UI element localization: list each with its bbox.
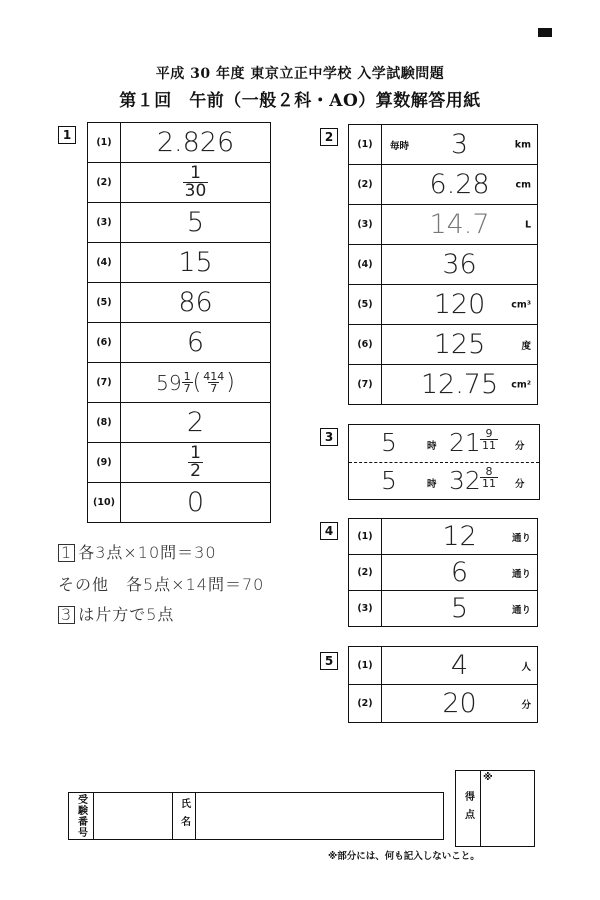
answer-sheet-title: 第１回 午前（一般２科・AO）算数解答用紙 — [119, 91, 481, 111]
hour-value: 5 — [381, 466, 397, 495]
answer-unit: km — [514, 139, 531, 150]
name-label-cell — [173, 793, 196, 839]
answer-cell[interactable] — [382, 519, 538, 555]
answer-row — [349, 245, 538, 285]
row-label: (3) — [349, 205, 382, 245]
answer-value: 3 — [450, 129, 469, 160]
answer-value: 5 — [450, 593, 469, 624]
numerator: 1 — [183, 370, 191, 383]
answer-unit: 通り — [511, 604, 531, 616]
answer-prefix: 毎時 — [390, 140, 410, 152]
answer-row — [88, 363, 271, 403]
answer-row — [88, 403, 271, 443]
numerator: 9 — [485, 427, 493, 440]
open-paren: ( — [192, 369, 202, 395]
numerator: 8 — [485, 465, 493, 478]
minute-label: 分 — [515, 441, 525, 452]
answer-value: 6 — [186, 327, 205, 358]
question-1-number: 1 — [58, 126, 76, 144]
answer-value: 20 — [442, 688, 477, 719]
score-label: 得点 — [462, 790, 474, 827]
answer-cell[interactable] — [121, 283, 271, 323]
answer-row — [88, 123, 271, 163]
hour-value: 5 — [381, 428, 397, 457]
answer-cell[interactable] — [382, 285, 538, 325]
denominator: 30 — [184, 181, 207, 201]
minute-fraction — [480, 466, 498, 489]
row-label: (4) — [349, 245, 382, 285]
answer-unit: L — [524, 219, 531, 230]
answer-cell[interactable] — [382, 591, 538, 627]
score-box — [455, 770, 535, 847]
answer-value: 2.826 — [156, 127, 235, 158]
name-field[interactable] — [196, 793, 443, 839]
row-label: (10) — [88, 483, 121, 523]
row-label: (7) — [88, 363, 121, 403]
answer-value: 4 — [450, 650, 469, 681]
answer-value: 0 — [186, 487, 205, 518]
examinee-info-box — [68, 792, 444, 840]
answer-row — [88, 443, 271, 483]
minute-label: 分 — [515, 479, 525, 490]
row-label: (2) — [349, 685, 382, 723]
improper-fraction — [201, 371, 226, 394]
answer-cell[interactable] — [121, 163, 271, 203]
question-3-number: 3 — [320, 428, 338, 446]
scoring-note-3 — [58, 602, 174, 625]
numerator: 1 — [190, 443, 201, 463]
time-answer-row[interactable] — [349, 425, 539, 462]
answer-unit: 分 — [521, 699, 531, 711]
boxed-number: 3 — [58, 606, 75, 624]
boxed-number: 1 — [58, 544, 75, 562]
answer-row — [349, 325, 538, 365]
answer-cell[interactable] — [382, 647, 538, 685]
row-label: (2) — [349, 165, 382, 205]
answer-row — [349, 647, 538, 685]
question-4-answer-table — [348, 518, 538, 627]
scoring-text: は片方で5点 — [78, 605, 175, 624]
row-label: (1) — [349, 125, 382, 165]
answer-cell[interactable] — [121, 243, 271, 283]
answer-unit: 通り — [511, 532, 531, 544]
question-5-number: 5 — [320, 652, 338, 670]
row-label: (6) — [349, 325, 382, 365]
scoring-note-1 — [58, 540, 217, 563]
answer-cell[interactable] — [121, 203, 271, 243]
answer-row — [349, 519, 538, 555]
row-label: (1) — [88, 123, 121, 163]
answer-row — [88, 483, 271, 523]
question-1-answer-table — [87, 122, 271, 523]
row-label: (3) — [88, 203, 121, 243]
fraction — [188, 445, 203, 480]
minute-fraction — [480, 428, 498, 451]
answer-cell[interactable] — [382, 165, 538, 205]
row-label: (7) — [349, 365, 382, 405]
answer-row — [88, 203, 271, 243]
answer-unit: cm — [515, 179, 531, 190]
row-label: (6) — [88, 323, 121, 363]
denominator: 11 — [482, 477, 496, 490]
answer-cell[interactable] — [382, 365, 538, 405]
answer-unit: 度 — [521, 340, 531, 352]
answer-row — [349, 165, 538, 205]
exam-number-label: 受験番号 — [75, 794, 87, 838]
name-label: 氏名 — [178, 798, 190, 834]
row-label: (3) — [349, 591, 382, 627]
question-5-answer-table — [348, 646, 538, 723]
answer-cell[interactable] — [121, 363, 271, 403]
answer-row — [349, 555, 538, 591]
answer-row — [88, 323, 271, 363]
answer-row — [88, 243, 271, 283]
answer-value: 14.7 — [429, 209, 490, 240]
score-label-cell — [456, 771, 481, 846]
minute-whole: 21 — [449, 428, 481, 457]
answer-unit: 人 — [521, 661, 531, 673]
fraction — [183, 165, 209, 200]
answer-value: 5 — [186, 207, 205, 238]
answer-cell[interactable] — [382, 125, 538, 165]
question-2-number: 2 — [320, 128, 338, 146]
answer-cell[interactable] — [382, 685, 538, 723]
answer-cell[interactable] — [121, 123, 271, 163]
denominator: 7 — [210, 382, 218, 395]
scoring-note-2: その他 各5点×14問＝70 — [58, 575, 265, 594]
hour-label: 時 — [427, 479, 437, 490]
question-2-answer-table — [348, 124, 538, 405]
answer-cell[interactable] — [382, 325, 538, 365]
footnote: ※部分には、何も記入しないこと。 — [328, 851, 480, 862]
score-mark: ※ — [483, 772, 493, 783]
hour-label: 時 — [427, 441, 437, 452]
answer-unit: cm² — [511, 379, 531, 390]
corner-mark — [538, 28, 552, 37]
answer-cell[interactable] — [121, 323, 271, 363]
row-label: (2) — [88, 163, 121, 203]
answer-value: 15 — [178, 247, 213, 278]
numerator: 1 — [190, 163, 201, 183]
answer-cell[interactable] — [382, 205, 538, 245]
answer-cell[interactable] — [121, 403, 271, 443]
exam-title: 平成 30 年度 東京立正中学校 入学試験問題 — [155, 66, 445, 82]
question-4-number: 4 — [320, 522, 338, 540]
row-label: (4) — [88, 243, 121, 283]
close-paren: ) — [226, 369, 235, 395]
denominator: 7 — [183, 382, 191, 395]
row-label: (5) — [349, 285, 382, 325]
answer-value: 12.75 — [420, 369, 499, 400]
answer-cell[interactable] — [121, 443, 271, 483]
answer-row — [349, 285, 538, 325]
answer-value: 6.28 — [429, 169, 490, 200]
row-label: (2) — [349, 555, 382, 591]
row-label: (5) — [88, 283, 121, 323]
answer-row — [349, 125, 538, 165]
answer-value: 12 — [442, 521, 477, 552]
mixed-whole: 59 — [156, 370, 182, 395]
answer-row — [349, 591, 538, 627]
answer-unit: 通り — [511, 568, 531, 580]
answer-unit: cm³ — [511, 299, 531, 310]
numerator: 414 — [203, 370, 225, 383]
denominator: 11 — [482, 439, 496, 452]
question-3-answer-box — [348, 424, 540, 500]
answer-cell[interactable] — [382, 555, 538, 591]
answer-row — [88, 283, 271, 323]
fraction — [182, 371, 193, 394]
answer-row — [349, 685, 538, 723]
denominator: 2 — [190, 461, 201, 481]
minute-whole: 32 — [449, 466, 481, 495]
time-answer-row[interactable] — [349, 462, 539, 500]
row-label: (8) — [88, 403, 121, 443]
answer-value: 6 — [450, 557, 469, 588]
answer-value: 2 — [186, 407, 205, 438]
answer-row — [349, 365, 538, 405]
exam-number-label-cell — [69, 793, 94, 839]
row-label: (1) — [349, 519, 382, 555]
exam-number-field[interactable] — [94, 793, 173, 839]
answer-cell[interactable] — [121, 483, 271, 523]
answer-row — [349, 205, 538, 245]
answer-value: 120 — [433, 289, 486, 320]
answer-cell[interactable] — [382, 245, 538, 285]
row-label: (9) — [88, 443, 121, 483]
answer-row — [88, 163, 271, 203]
answer-value: 125 — [433, 329, 486, 360]
answer-value: 86 — [178, 287, 213, 318]
row-label: (1) — [349, 647, 382, 685]
answer-value: 36 — [442, 249, 477, 280]
scoring-text: 各3点×10問＝30 — [78, 543, 217, 562]
